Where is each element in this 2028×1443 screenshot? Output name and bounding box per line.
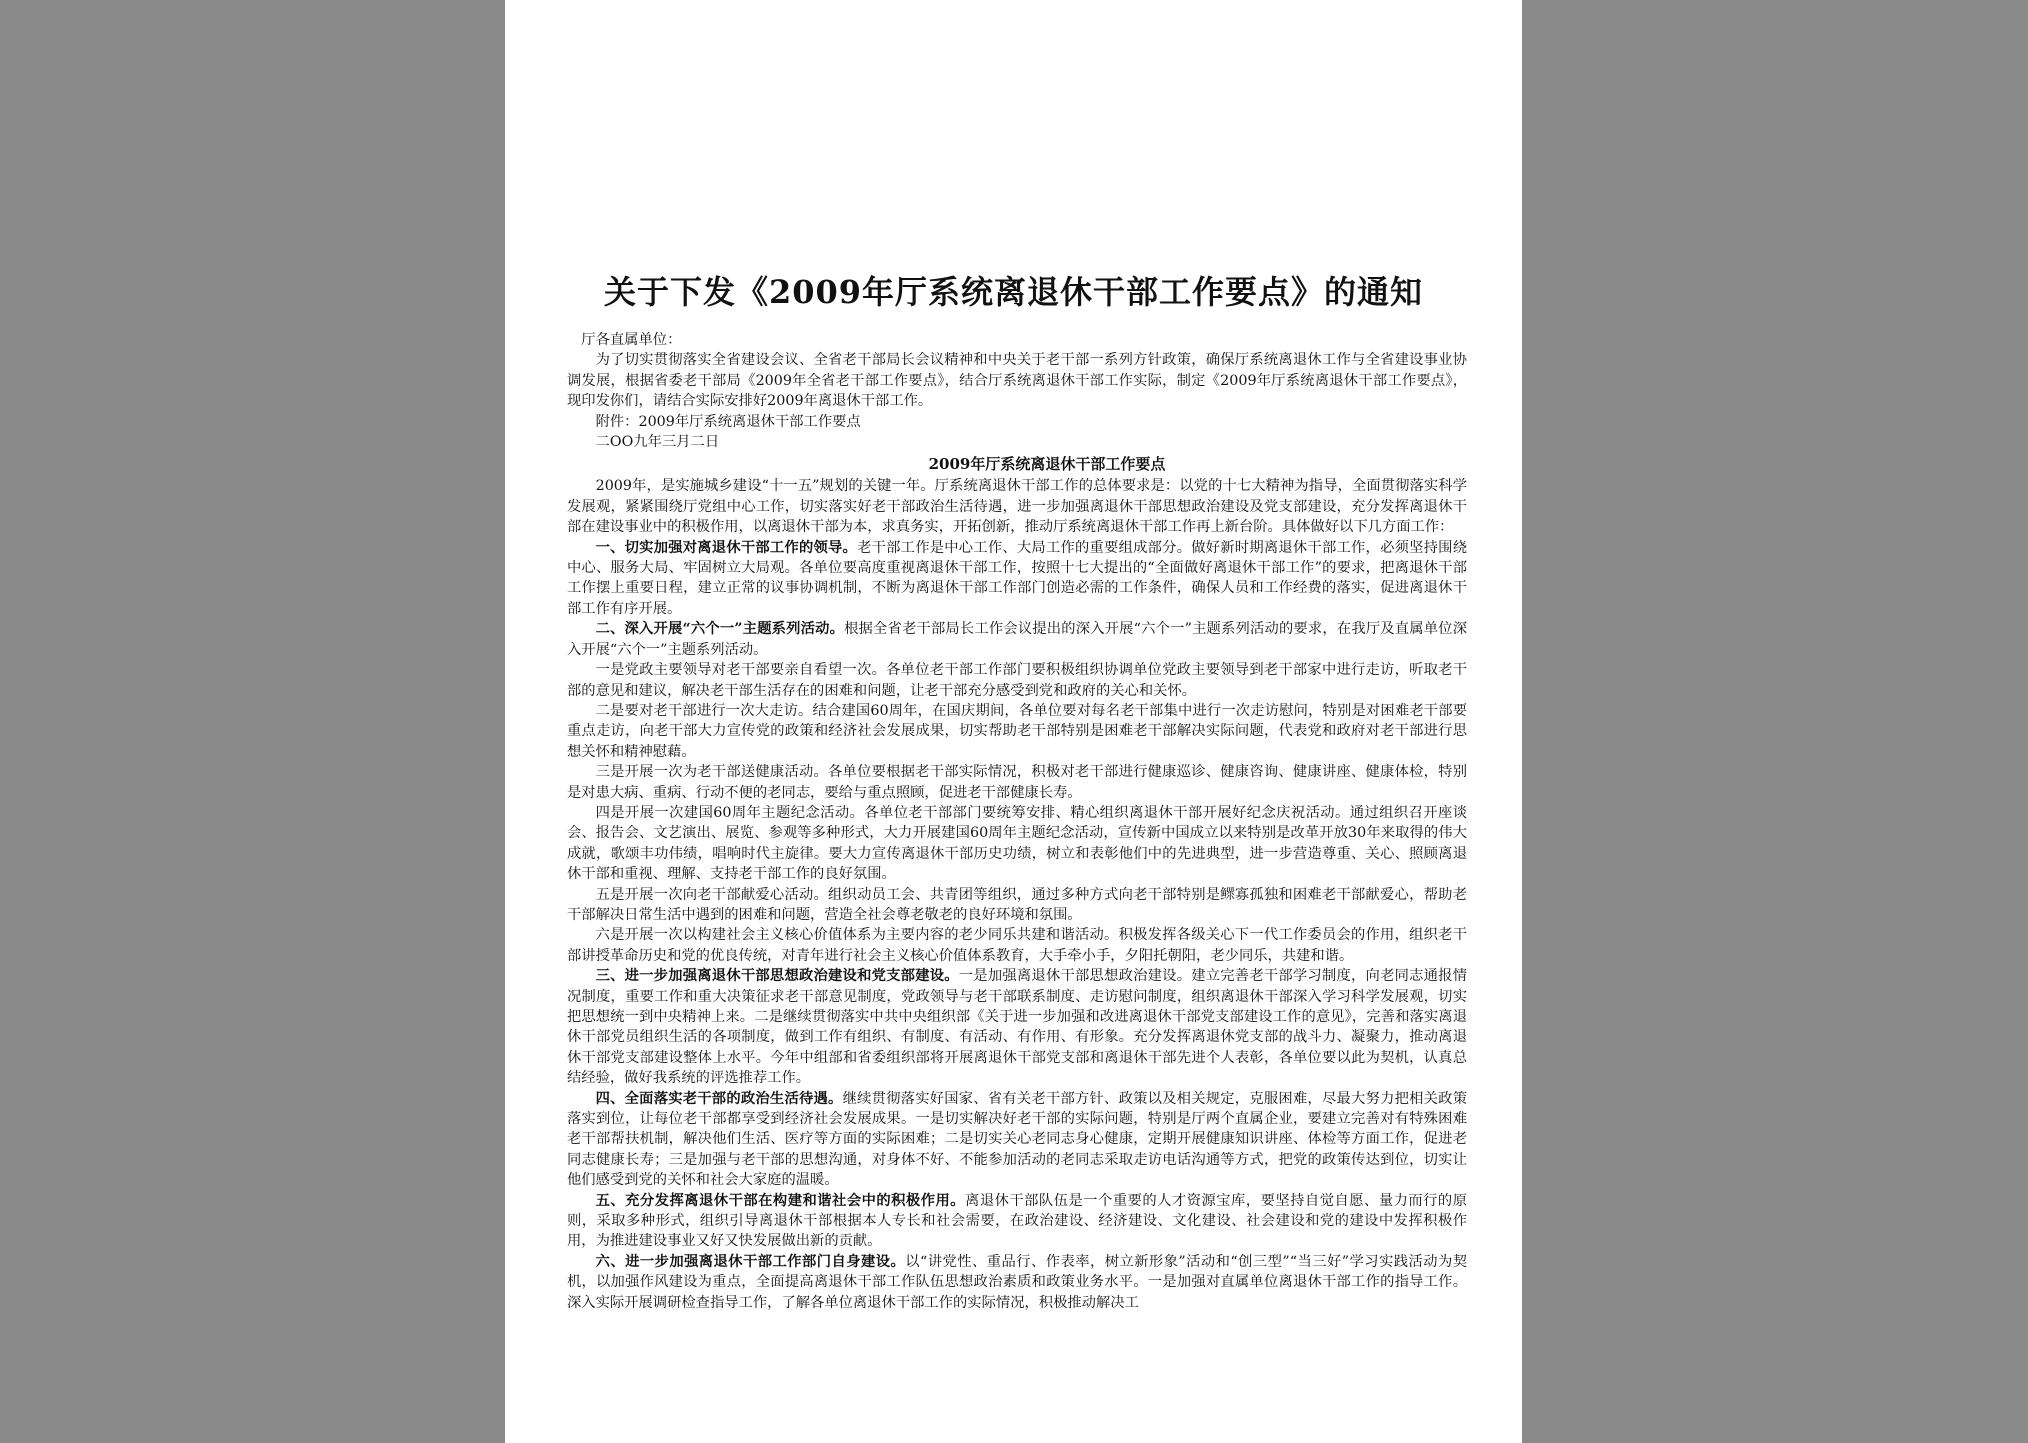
attachment-subtitle: 2009年厅系统离退休干部工作要点 (928, 455, 1166, 474)
paragraph (567, 660, 1467, 701)
attachment-line: 附件：2009年厅系统离退休干部工作要点 (595, 413, 861, 430)
paragraph (567, 1252, 1467, 1313)
paragraph (567, 1089, 1467, 1191)
paragraph-text: 一是党政主要领导对老干部要亲自看望一次。各单位老干部工作部门要积极组织协调单位党政主要领导到老干部家中进行走访，听取老干部的意见和建议，解决老干部生活存在的困难和问题，让老干部充分感受到党和政府的关心和关怀。 (567, 662, 1467, 699)
paragraph-text: 四是开展一次建国60周年主题纪念活动。各单位老干部部门要统筹安排、精心组织离退休干部开展好纪念庆祝活动。通过组织召开座谈会、报告会、文艺演出、展览、参观等多种形式，大力开展建国60周年主题纪念活动，宣传新中国成立以来特别是改革开放30年来取得的伟大成就，歌颂丰功伟绩，唱响时代主旋律。要大力宣传离退休干部历史功绩，树立和表彰他们中的先进典型，进一步营造尊重、关心、照顾离退休干部和重视、理解、支持老干部工作的良好氛围。 (567, 804, 1467, 883)
document-body (567, 330, 1467, 1313)
paragraph (567, 966, 1467, 1088)
paragraph (567, 762, 1467, 803)
paragraph-text: 五是开展一次向老干部献爱心活动。组织动员工会、共青团等组织，通过多种方式向老干部特别是鳏寡孤独和困难老干部献爱心，帮助老干部解决日常生活中遇到的困难和问题，营造全社会尊老敬老的良好环境和氛围。 (567, 886, 1467, 923)
paragraph (567, 538, 1467, 620)
paragraph-heading: 二、深入开展“六个一”主题系列活动。 (595, 621, 845, 638)
paragraph (567, 885, 1467, 926)
salutation: 厅各直属单位： (581, 332, 682, 348)
paragraph-text: 以“讲党性、重品行、作表率，树立新形象”活动和“创三型”“当三好”学习实践活动为契机，以加强作风建设为重点，全面提高离退休干部工作队伍思想政治素质和政策业务水平。一是加强对直属单位离退休干部工作的指导工作。深入实际开展调研检查指导工作，了解各单位离退休干部工作的实际情况，积极推动解决工 (567, 1253, 1467, 1311)
paragraph-heading: 四、全面落实老干部的政治生活待遇。 (595, 1090, 843, 1107)
paragraph-heading: 五、充分发挥离退休干部在构建和谐社会中的积极作用。 (595, 1192, 966, 1209)
paragraph (567, 925, 1467, 966)
paragraph (567, 1191, 1467, 1252)
paragraph-text: 老干部工作是中心工作、大局工作的重要组成部分。做好新时期离退休干部工作，必须坚持围绕中心、服务大局、牢固树立大局观。各单位要高度重视离退休干部工作，按照十七大提出的“全面做好离退休干部工作”的要求，把离退休干部工作摆上重要日程，建立正常的议事协调机制，不断为离退休干部工作部门创造必需的工作条件，确保人员和工作经费的落实，促进离退休干部工作有序开展。 (567, 539, 1468, 617)
paragraph-text: 三是开展一次为老干部送健康活动。各单位要根据老干部实际情况，积极对老干部进行健康巡诊、健康咨询、健康讲座、健康体检，特别是对患大病、重病、行动不便的老同志，要给与重点照顾，促进老干部健康长寿。 (567, 764, 1467, 801)
paragraph-text: 二是要对老干部进行一次大走访。结合建国60周年，在国庆期间，各单位要对每名老干部集中进行一次走访慰问，特别是对困难老干部要重点走访，向老干部大力宣传党的政策和经济社会发展成果，切实帮助老干部特别是困难老干部解决实际问题，代表党和政府对老干部进行思想关怀和精神慰藉。 (567, 702, 1467, 760)
paragraph (567, 701, 1467, 762)
document-page (505, 0, 1522, 1443)
paragraph-heading: 三、进一步加强离退休干部思想政治建设和党支部建设。 (595, 968, 959, 985)
paragraph-heading: 六、进一步加强离退休干部工作部门自身建设。 (595, 1253, 906, 1270)
date-line: 二OO九年三月二日 (595, 434, 720, 451)
document-title: 关于下发《2009年厅系统离退休干部工作要点》的通知 (603, 273, 1424, 311)
paragraph-text: 继续贯彻落实好国家、省有关老干部方针、政策以及相关规定，克服困难，尽最大努力把相关政策落实到位，让每位老干部都享受到经济社会发展成果。一是切实解决好老干部的实际问题，特别是厅两个直属企业，要建立完善对有特殊困难老干部帮扶机制，解决他们生活、医疗等方面的实际困难；二是切实关心老同志身心健康，定期开展健康知识讲座、体检等方面工作，促进老同志健康长寿；三是加强与老干部的思想沟通，对身体不好、不能参加活动的老同志采取走访电话沟通等方式，把党的政策传达到位，切实让他们感受到党的关怀和社会大家庭的温暖。 (567, 1090, 1468, 1189)
paragraph (567, 803, 1467, 885)
paragraph-text: 根据全省老干部局长工作会议提出的深入开展“六个一”主题系列活动的要求，在我厅及直属单位深入开展“六个一”主题系列活动。 (567, 621, 1467, 658)
paragraph (567, 619, 1467, 660)
intro-paragraph: 为了切实贯彻落实全省建设会议、全省老干部局长会议精神和中央关于老干部一系列方针政策，确保厅系统离退休工作与全省建设事业协调发展，根据省委老干部局《2009年全省老干部工作要点》，结合厅系统离退休干部工作实际，制定《2009年厅系统离退休干部工作要点》，现印发你们，请结合实际安排好2009年离退休干部工作。 (567, 352, 1467, 410)
paragraph-text: 离退休干部队伍是一个重要的人才资源宝库，要坚持自觉自愿、量力而行的原则，采取多种形式，组织引导离退休干部根据本人专长和社会需要，在政治建设、经济建设、文化建设、社会建设和党的建设中发挥积极作用，为推进建设事业又好又快发展做出新的贡献。 (567, 1192, 1468, 1250)
paragraph-text: 2009年，是实施城乡建设“十一五”规划的关键一年。厅系统离退休干部工作的总体要求是：以党的十七大精神为指导，全面贯彻落实科学发展观，紧紧围绕厅党组中心工作，切实落实好老干部政治生活待遇，进一步加强离退休干部思想政治建设及党支部建设，充分发挥离退休干部在建设事业中的积极作用，以离退休干部为本，求真务实，开拓创新，推动厅系统离退休干部工作再上新台阶。具体做好以下几方面工作： (567, 478, 1467, 536)
paragraph-text: 六是开展一次以构建社会主义核心价值体系为主要内容的老少同乐共建和谐活动。积极发挥各级关心下一代工作委员会的作用，组织老干部讲授革命历史和党的优良传统，对青年进行社会主义核心价值体系教育，大手牵小手，夕阳托朝阳，老少同乐，共建和谐。 (567, 927, 1467, 964)
paragraph (567, 476, 1467, 537)
paragraph-text: 一是加强离退休干部思想政治建设。建立完善老干部学习制度，向老同志通报情况制度，重要工作和重大决策征求老干部意见制度，党政领导与老干部联系制度、走访慰问制度，组织离退休干部深入学习科学发展观，切实把思想统一到中央精神上来。二是继续贯彻落实中共中央组织部《关于进一步加强和改进离退休干部党支部建设工作的意见》，完善和落实离退休干部党员组织生活的各项制度，做到工作有组织、有制度、有活动、有作用、有形象。充分发挥离退休党支部的战斗力、凝聚力，推动离退休干部党支部建设整体上水平。今年中组部和省委组织部将开展离退休干部党支部和离退休干部先进个人表彰，各单位要以此为契机，认真总结经验，做好我系统的评选推荐工作。 (567, 968, 1468, 1087)
paragraph-heading: 一、切实加强对离退休干部工作的领导。 (595, 539, 858, 556)
